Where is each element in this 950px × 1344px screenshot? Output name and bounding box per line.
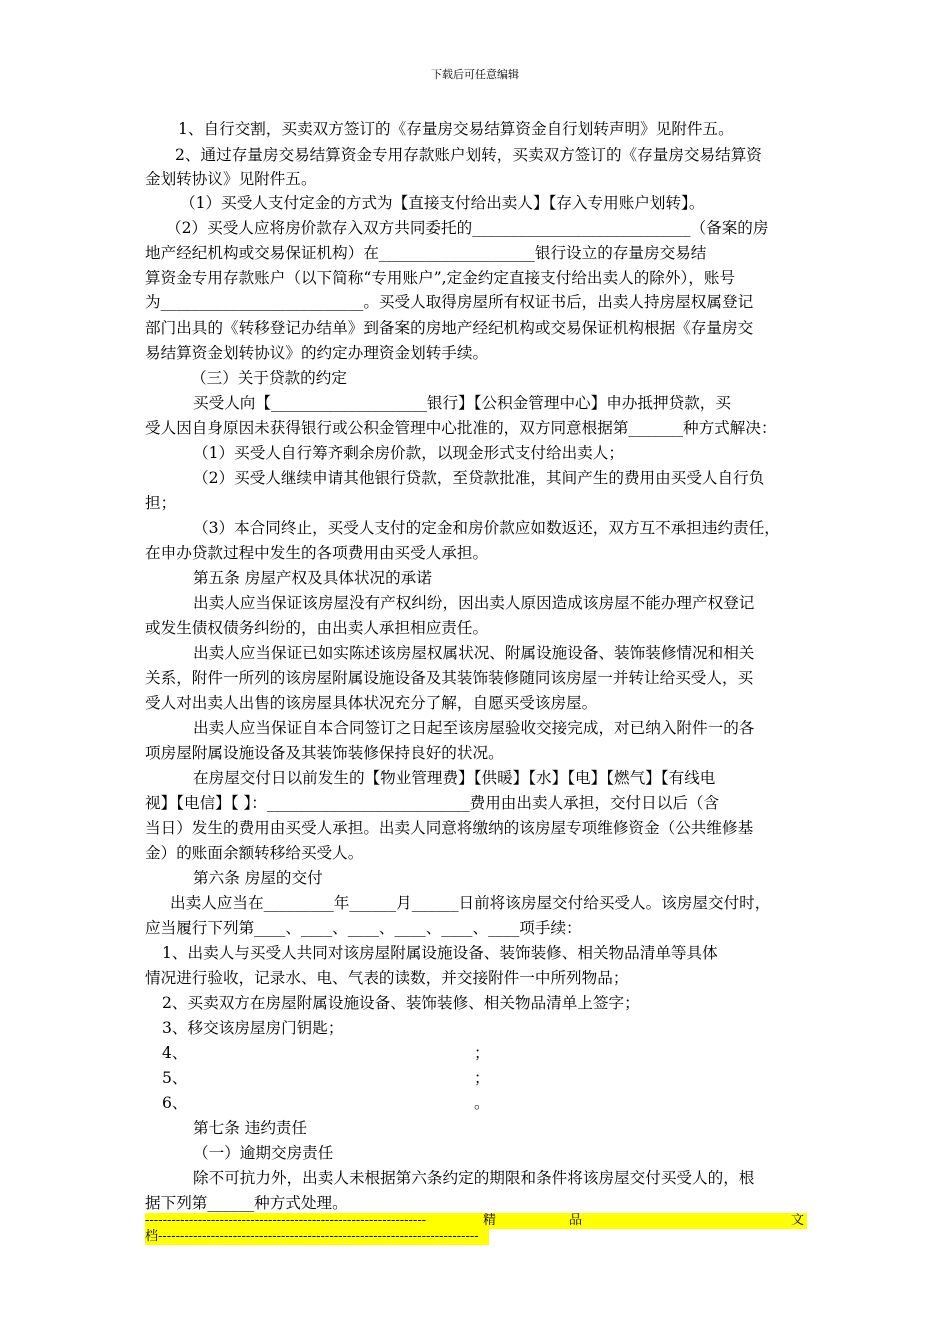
clause-text: 视】【电信】【 】：__________________________费用由出卖人承担，交付日以后（含: [145, 794, 720, 812]
list-item-end: ；: [474, 1069, 490, 1087]
footer-char: 品: [569, 1213, 583, 1228]
clause-text: 或发生债权债务纠纷的，由出卖人承担相应责任。: [145, 619, 489, 637]
list-item-number: 4、: [162, 1044, 188, 1062]
clause-text: （2）买受人继续申请其他银行贷款，至贷款批准，其间产生的费用由买受人自行负: [193, 469, 765, 487]
clause-text: 1、自行交割，买卖双方签订的《存量房交易结算资金自行划转声明》见附件五。: [178, 120, 734, 138]
clause-text: 出卖人应当保证该房屋没有产权纠纷，因出卖人原因造成该房屋不能办理产权登记: [193, 594, 755, 612]
clause-text: 部门出具的《转移登记办结单》到备案的房地产经纪机构或交易保证机构根据《存量房交: [145, 319, 754, 337]
article-heading: 第七条 违约责任: [193, 1119, 308, 1137]
footer-banner: [145, 1213, 807, 1229]
clause-text: 为__________________________。买受人取得房屋所有权证书后，出卖人持房屋权属登记: [145, 293, 754, 311]
section-heading: （一）逾期交房责任: [193, 1144, 334, 1162]
clause-text: 受人因自身原因未获得银行或公积金管理中心批准的，双方同意根据第_______种方式解决：: [145, 419, 777, 437]
clause-text: 买受人向【____________________银行】【公积金管理中心】申办抵押贷款，买: [193, 394, 731, 412]
section-heading: （三）关于贷款的约定: [191, 369, 347, 387]
footer-char: 精: [483, 1213, 497, 1228]
clause-text: （1）买受人自行筹齐剩余房价款，以现金形式支付给出卖人；: [193, 444, 624, 462]
article-heading: 第六条 房屋的交付: [193, 869, 323, 887]
list-item-number: 5、: [162, 1069, 188, 1087]
clause-text: （1）买受人支付定金的方式为【直接支付给出卖人】【存入专用账户划转】。: [180, 194, 705, 212]
clause-text: 地产经纪机构或交易保证机构）在____________________银行设立的存量房交易结: [145, 244, 707, 262]
clause-text: 情况进行验收，记录水、电、气表的读数，并交接附件一中所列物品；: [145, 969, 629, 987]
footer-char: 档: [145, 1229, 159, 1244]
footer-dashes: ----------------------------------------------------------------: [145, 1213, 427, 1228]
clause-text: 应当履行下列第____、____、____、____、____、____项手续：: [145, 919, 582, 937]
clause-text: （3）本合同终止，买受人支付的定金和房价款应如数返还，双方互不承担违约责任，: [193, 519, 780, 537]
clause-text: 项房屋附属设施设备及其装饰装修保持良好的状况。: [145, 744, 504, 762]
clause-text: 金）的账面余额转移给买受人。: [145, 844, 364, 862]
clause-text: 担；: [145, 494, 177, 512]
clause-text: 2、通过存量房交易结算资金专用存款账户划转，买卖双方签订的《存量房交易结算资: [175, 146, 762, 164]
clause-text: 当日）发生的费用由买受人承担。出卖人同意将缴纳的该房屋专项维修资金（公共维修基: [145, 819, 754, 837]
clause-text: 除不可抗力外，出卖人未根据第六条约定的期限和条件将该房屋交付买受人的，根: [193, 1169, 755, 1187]
list-item-number: 6、: [162, 1094, 188, 1112]
clause-text: 1、出卖人与买受人共同对该房屋附属设施设备、装饰装修、相关物品清单等具体: [162, 944, 718, 962]
article-heading: 第五条 房屋产权及具体状况的承诺: [193, 569, 432, 587]
footer-banner-line2: [145, 1229, 489, 1245]
clause-text: 在申办贷款过程中发生的各项费用由买受人承担。: [145, 544, 489, 562]
clause-text: 据下列第______种方式处理。: [145, 1194, 348, 1212]
clause-text: 2、买卖双方在房屋附属设施设备、装饰装修、相关物品清单上签字；: [162, 994, 640, 1012]
clause-text: 在房屋交付日以前发生的【物业管理费】【供暖】【水】【电】【燃气】【有线电: [193, 769, 716, 787]
clause-text: 关系，附件一所列的该房屋附属设施设备及其装饰装修随同该房屋一并转让给买受人，买: [145, 669, 754, 687]
clause-text: 受人对出卖人出售的该房屋具体状况充分了解，自愿买受该房屋。: [145, 694, 598, 712]
page-header: 下载后可任意编辑: [431, 68, 519, 81]
list-item-end: ；: [474, 1044, 490, 1062]
clause-text: 出卖人应当在_________年______月______日前将该房屋交付给买受人。该房屋交付时，: [170, 894, 771, 912]
clause-text: 易结算资金划转协议》的约定办理资金划转手续。: [145, 344, 489, 362]
clause-text: 算资金专用存款账户（以下简称“专用账户”,定金约定直接支付给出卖人的除外），账号: [145, 269, 736, 287]
footer-char: 文: [791, 1213, 805, 1228]
clause-text: 3、移交该房屋房门钥匙；: [162, 1019, 344, 1037]
clause-text: 出卖人应当保证已如实陈述该房屋权属状况、附属设施设备、装饰装修情况和相关: [193, 644, 755, 662]
clause-text: （2）买受人应将房价款存入双方共同委托的____________________________（备案的房: [166, 219, 769, 237]
list-item-end: 。: [474, 1094, 490, 1112]
footer-dashes: -------------------------------------------------------------------------: [158, 1229, 479, 1244]
clause-text: 出卖人应当保证自本合同签订之日起至该房屋验收交接完成，对已纳入附件一的各: [193, 719, 755, 737]
clause-text: 金划转协议》见附件五。: [145, 170, 317, 188]
